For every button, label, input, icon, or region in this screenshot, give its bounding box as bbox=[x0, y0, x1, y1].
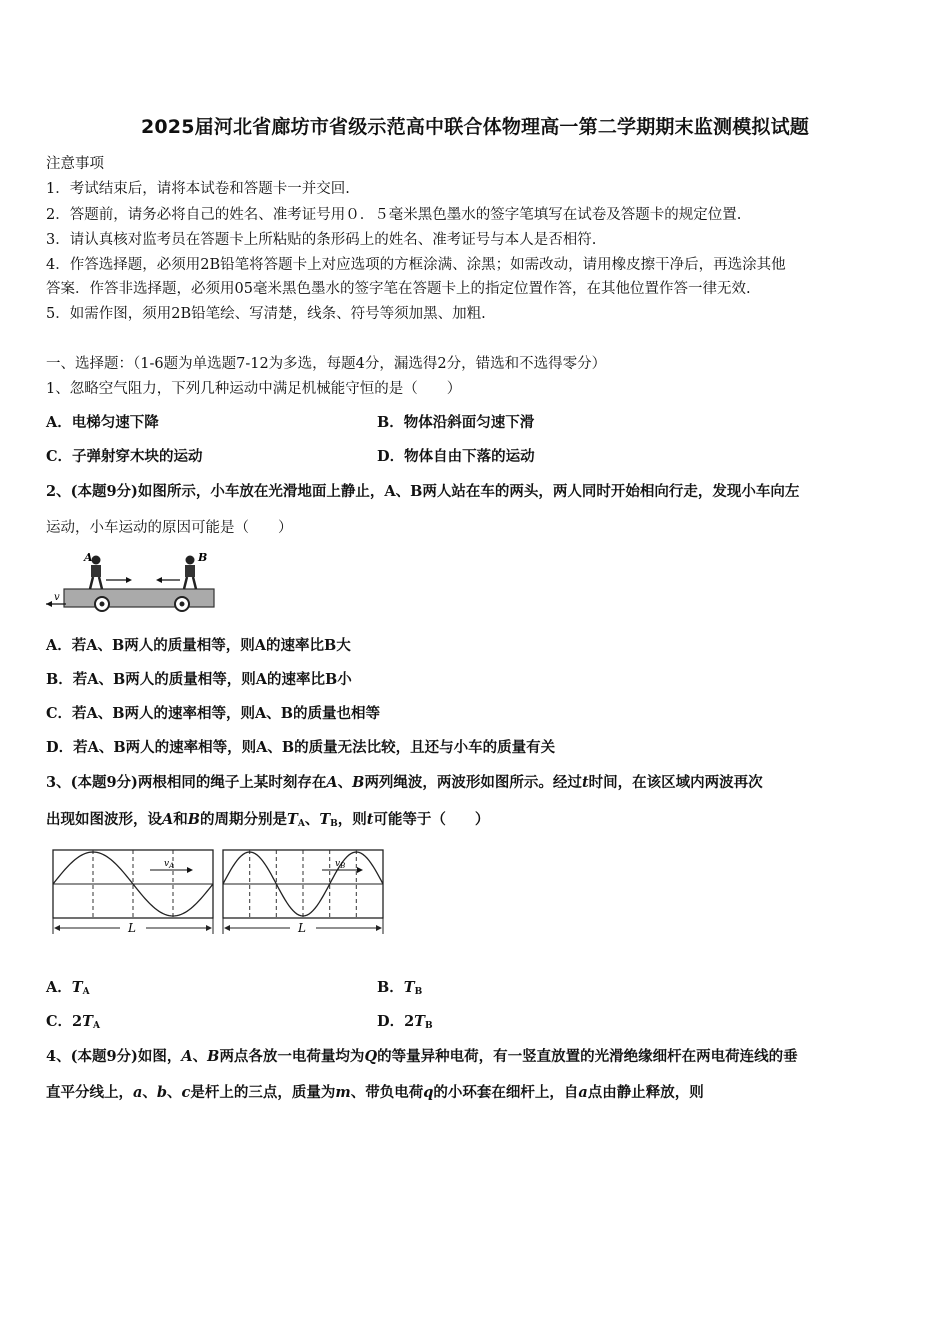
q1-stem: 1、忽略空气阻力，下列几种运动中满足机械能守恒的是（ ） bbox=[46, 381, 462, 397]
q1-option-a: A．电梯匀速下降 bbox=[46, 414, 159, 431]
q3-option-c: C．$2T_A$ bbox=[46, 1013, 100, 1031]
q3-stem-line2: 出现如图波形，设A和B的周期分别是$T_A$、$T_B$，则t可能等于（ ） bbox=[46, 811, 490, 829]
notice-item: 1．考试结束后，请将本试卷和答题卡一并交回. bbox=[46, 181, 350, 197]
wave-a-length-label: L bbox=[128, 921, 136, 935]
q2-stem-line1: 2、(本题9分)如图所示，小车放在光滑地面上静止，A、B两人站在车的两头，两人同时开始相向行走，发现小车向左 bbox=[46, 483, 800, 500]
q2-option-a: A．若A、B两人的质量相等，则A的速率比B大 bbox=[46, 637, 351, 654]
person-b bbox=[184, 556, 196, 590]
section-heading: 一、选择题：（1-6题为单选题7-12为多选，每题4分，漏选得2分，错选和不选得零分） bbox=[46, 356, 607, 372]
q3-option-d: D．$2T_B$ bbox=[377, 1013, 433, 1031]
q4-stem-line1: 4、(本题9分)如图，A、B两点各放一电荷量均为Q的等量异种电荷，有一竖直放置的光滑绝缘细杆在两电荷连线的垂 bbox=[46, 1048, 798, 1065]
wave-a-speed-label: $v_A$ bbox=[164, 859, 175, 870]
cart-figure bbox=[44, 546, 224, 616]
wave-panel-b bbox=[223, 850, 383, 935]
q3-option-a: A．$T_A$ bbox=[46, 979, 90, 997]
person-b-label: B bbox=[198, 551, 208, 564]
notice-item: 5．如需作图，须用2B铅笔绘、写清楚，线条、符号等须加黑、加粗. bbox=[46, 306, 486, 322]
notice-item: 答案．作答非选择题，必须用05毫米黑色墨水的签字笔在答题卡上的指定位置作答，在其他位置作答一律无效. bbox=[46, 281, 751, 297]
velocity-label: v bbox=[54, 592, 60, 603]
q1-option-d: D．物体自由下落的运动 bbox=[377, 448, 535, 465]
q2-option-b: B．若A、B两人的质量相等，则A的速率比B小 bbox=[46, 671, 352, 688]
q3-stem-line1: 3、(本题9分)两根相同的绳子上某时刻存在A、B两列绳波，两波形如图所示。经过t时间，在该区域内两波再次 bbox=[46, 774, 763, 791]
person-a-label: A bbox=[84, 551, 93, 564]
notice-item: 4．作答选择题，必须用2B铅笔将答题卡上对应选项的方框涂满、涂黑；如需改动，请用橡皮擦干净后，再选涂其他 bbox=[46, 257, 786, 273]
q3-option-b: B．$T_B$ bbox=[377, 979, 423, 997]
page-title: 2025届河北省廊坊市省级示范高中联合体物理高一第二学期期末监测模拟试题 bbox=[140, 116, 810, 138]
q1-option-c: C．子弹射穿木块的运动 bbox=[46, 448, 203, 465]
q2-option-c: C．若A、B两人的速率相等，则A、B的质量也相等 bbox=[46, 705, 381, 722]
wave-panel-a bbox=[53, 850, 213, 935]
wave-b-length-label: L bbox=[298, 921, 306, 935]
q2-stem-line2: 运动，小车运动的原因可能是（ ） bbox=[46, 520, 293, 536]
notice-item: 3．请认真核对监考员在答题卡上所粘贴的条形码上的姓名、准考证号与本人是否相符. bbox=[46, 232, 597, 248]
q2-option-d: D．若A、B两人的速率相等，则A、B的质量无法比较，且还与小车的质量有关 bbox=[46, 739, 556, 756]
notice-heading: 注意事项 bbox=[46, 156, 104, 172]
cart-body bbox=[64, 589, 214, 607]
q1-option-b: B．物体沿斜面匀速下滑 bbox=[377, 414, 535, 431]
wave-b-speed-label: $v_B$ bbox=[335, 859, 346, 870]
wave-figure bbox=[50, 846, 390, 938]
q4-stem-line2: 直平分线上，a、b、c是杆上的三点，质量为m、带负电荷q的小环套在细杆上，自a点由静止释放，则 bbox=[46, 1084, 704, 1101]
notice-item: 2．答题前，请务必将自己的姓名、准考证号用０．５毫米黑色墨水的签字笔填写在试卷及答题卡的规定位置. bbox=[46, 207, 742, 223]
